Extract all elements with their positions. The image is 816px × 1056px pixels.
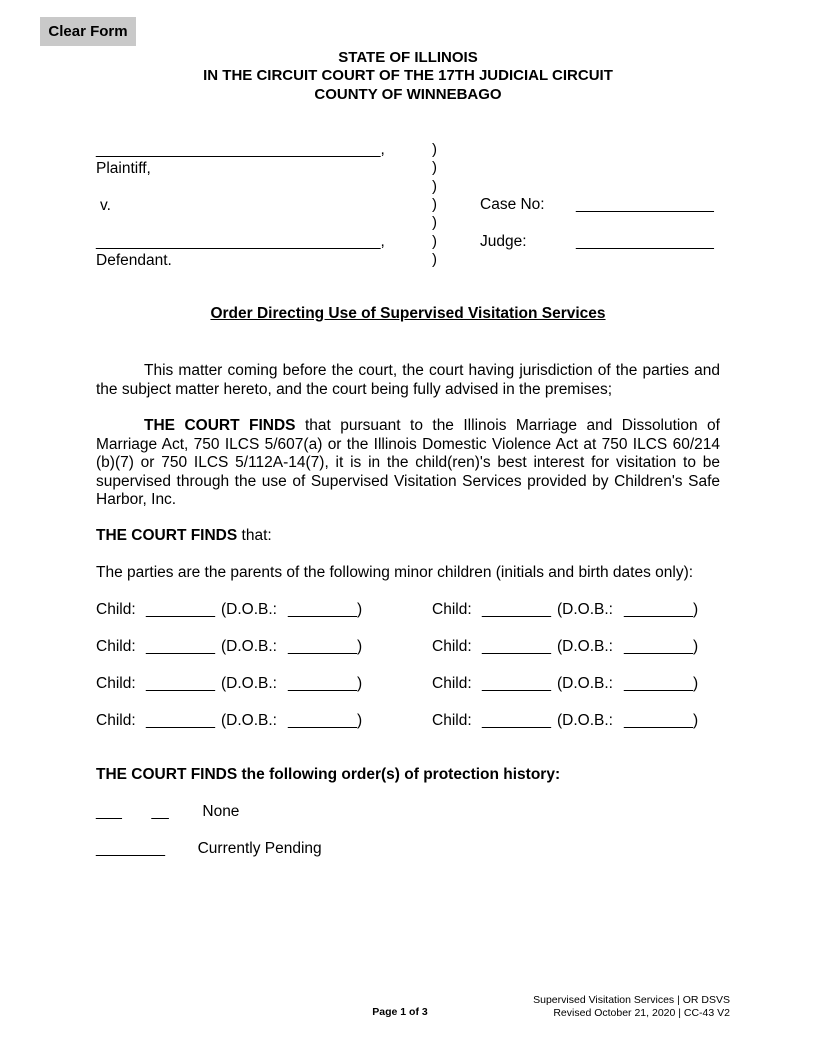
case-no-field[interactable]: ________________ <box>576 196 714 213</box>
court-finds-that-bold: THE COURT FINDS <box>96 527 238 544</box>
dob-label: (D.O.B.: <box>557 712 613 729</box>
child-initials-field[interactable]: ________ <box>482 675 551 692</box>
caption-paren: ) <box>432 196 437 213</box>
page-prefix: Page <box>372 1006 401 1018</box>
dob-label: (D.O.B.: <box>557 601 613 618</box>
page-current: 1 <box>400 1006 407 1018</box>
caption-paren: ) <box>432 178 437 195</box>
child-entry <box>432 638 698 656</box>
child-entry <box>432 675 698 693</box>
dob-field[interactable]: ________) <box>288 638 363 655</box>
plaintiff-label: Plaintiff, <box>96 160 151 177</box>
caption-paren: ) <box>432 159 437 176</box>
child-label: Child: <box>432 601 472 618</box>
dob-label: (D.O.B.: <box>221 601 277 618</box>
caption-paren: ) <box>432 233 437 250</box>
court-finds-that-text: that: <box>237 527 272 544</box>
child-entry <box>96 675 362 693</box>
child-label: Child: <box>432 638 472 655</box>
header-state: STATE OF ILLINOIS <box>338 49 478 66</box>
dob-label: (D.O.B.: <box>221 712 277 729</box>
versus-label: v. <box>100 197 111 214</box>
child-label: Child: <box>96 712 136 729</box>
dob-field[interactable]: ________) <box>624 712 699 729</box>
court-finds-text: that pursuant to the Illinois Marriage and Dissolution of Marriage Act, 750 ILCS 5/607(a) or the Illinois Domestic Violence Act at 750 ILCS 60/214 (b)(7) or 750 ILCS 5/112A-14(7), it is in the child(ren)'s best interest for visitation to be supervised through the use of Supervised Visitation Services provided by Children's Safe Harbor, Inc. <box>96 417 720 508</box>
protection-option-pending <box>96 840 322 858</box>
caption-paren: ) <box>432 214 437 231</box>
dob-field[interactable]: ________) <box>624 675 699 692</box>
child-entry <box>432 601 698 619</box>
dob-field[interactable]: ________) <box>288 601 363 618</box>
page-of: of <box>406 1006 422 1018</box>
footer-form-title: Supervised Visitation Services | OR DSVS <box>533 994 730 1006</box>
defendant-blank[interactable]: _________________________________, <box>96 233 385 250</box>
pending-label: Currently Pending <box>197 840 322 857</box>
none-blank-1[interactable]: ___ <box>96 803 122 820</box>
child-initials-field[interactable]: ________ <box>146 601 215 618</box>
child-entry <box>432 712 698 730</box>
plaintiff-blank[interactable]: _________________________________, <box>96 141 385 158</box>
dob-label: (D.O.B.: <box>221 638 277 655</box>
paragraph-jurisdiction: This matter coming before the court, the court having jurisdiction of the parties and the subject matter hereto, and the court being fully advised in the premises; <box>96 362 720 398</box>
parents-line: The parties are the parents of the following minor children (initials and birth dates only): <box>96 564 694 581</box>
child-entry <box>96 638 362 656</box>
child-label: Child: <box>96 675 136 692</box>
child-label: Child: <box>96 638 136 655</box>
child-entry <box>96 712 362 730</box>
page-total: 3 <box>421 1006 428 1018</box>
dob-label: (D.O.B.: <box>557 638 613 655</box>
judge-field[interactable]: ________________ <box>576 233 714 250</box>
dob-label: (D.O.B.: <box>557 675 613 692</box>
child-initials-field[interactable]: ________ <box>146 675 215 692</box>
footer-revision: Revised October 21, 2020 | CC-43 V2 <box>553 1007 730 1019</box>
child-initials-field[interactable]: ________ <box>482 601 551 618</box>
dob-field[interactable]: ________) <box>624 601 699 618</box>
court-finds-bold: THE COURT FINDS <box>144 417 296 434</box>
child-label: Child: <box>96 601 136 618</box>
none-label: None <box>202 803 240 820</box>
caption-paren: ) <box>432 251 437 268</box>
header-county: COUNTY OF WINNEBAGO <box>314 86 502 103</box>
judge-label: Judge: <box>480 233 527 250</box>
child-label: Child: <box>432 675 472 692</box>
paragraph-court-finds <box>96 417 720 510</box>
dob-field[interactable]: ________) <box>288 675 363 692</box>
dob-field[interactable]: ________) <box>288 712 363 729</box>
child-initials-field[interactable]: ________ <box>482 712 551 729</box>
child-initials-field[interactable]: ________ <box>146 638 215 655</box>
caption-paren: ) <box>432 141 437 158</box>
child-label: Child: <box>432 712 472 729</box>
child-initials-field[interactable]: ________ <box>146 712 215 729</box>
header-court: IN THE CIRCUIT COURT OF THE 17TH JUDICIAL CIRCUIT <box>203 67 613 84</box>
page-number <box>0 1006 800 1018</box>
protection-heading: THE COURT FINDS the following order(s) of protection history: <box>96 766 561 783</box>
child-entry <box>96 601 362 619</box>
dob-label: (D.O.B.: <box>221 675 277 692</box>
court-finds-that <box>96 527 272 545</box>
defendant-label: Defendant. <box>96 252 172 269</box>
case-no-label: Case No: <box>480 196 545 213</box>
order-title: Order Directing Use of Supervised Visitation Services <box>210 305 606 322</box>
child-initials-field[interactable]: ________ <box>482 638 551 655</box>
pending-blank[interactable]: ________ <box>96 840 165 857</box>
dob-field[interactable]: ________) <box>624 638 699 655</box>
protection-option-none <box>96 803 239 821</box>
none-blank-2[interactable]: __ <box>151 803 169 820</box>
clear-form-button[interactable]: Clear Form <box>40 17 136 46</box>
